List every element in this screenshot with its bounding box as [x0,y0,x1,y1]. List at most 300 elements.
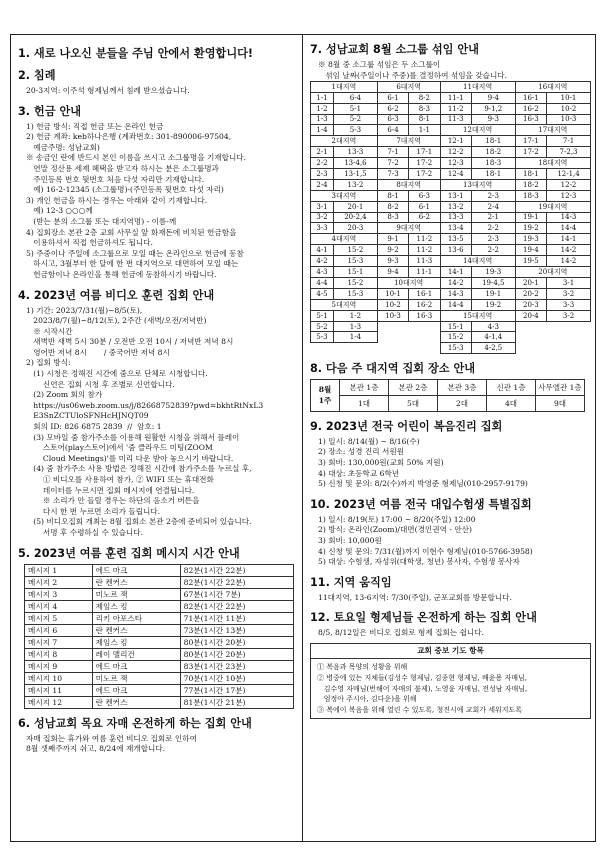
table-row [25,624,294,636]
table-cell: 3-3 [547,299,591,310]
table-cell: 14-2 [440,278,471,289]
empty-cell [515,321,546,332]
section-4-title: 4. 2023년 여름 비디오 훈련 집회 안내 [18,288,215,302]
table-cell: 2-2 [311,157,334,168]
table-cell: 16-1 [515,93,546,104]
table-cell: 17-2 [515,147,546,158]
table-cell: 12-4 [440,168,471,179]
table-cell: 67분(1시간 7분) [180,588,293,600]
prayer-title: 교회 중보 기도 항목 [311,644,590,660]
empty-cell [377,332,408,343]
section-4-line: ※ 소리가 안 들릴 경우는 하단의 음소거 버튼을 [26,496,200,506]
table-row [25,684,294,696]
table-cell: 6-4 [377,125,408,136]
section-2-title: 2. 침례 [18,69,56,82]
table-cell: 8-1 [377,190,408,201]
table-row [25,576,294,588]
section-6-body [18,734,296,755]
table-cell: 4-3 [471,321,515,332]
section-3-line: 이용하셔서 직접 헌금하셔도 됩니다. [26,238,153,248]
table-row [311,278,591,289]
table-cell: 8-2 [377,201,408,212]
table-cell: 11-1 [409,267,440,278]
table-cell: 77분(1시간 17분) [180,684,293,696]
next-week-location-table [310,379,585,412]
section-3-line: 주민등록 번호 뒷번호 처음 다섯 자리만 기재합니다. [26,174,205,184]
table-cell: 5-1 [311,310,334,321]
table-cell: 2-3 [311,168,334,179]
table-cell: 메시지 12 [25,696,93,708]
right-column [303,35,595,841]
district-header: 2대지역 [311,136,378,147]
table-cell: 18-3 [471,157,515,168]
section-4-line: 데이터를 누르시면 집회 메시지에 연결됩니다. [26,485,195,495]
table-cell: 제임스 킹 [92,636,180,648]
section-6-line: 8월 셋째주까지 쉬고, 8/24에 재개합니다. [26,744,166,754]
section-7-title: 7. 성남교회 8월 소그룹 섞임 안내 [310,43,479,56]
section-7-notes [310,60,591,81]
table-row [311,245,591,256]
section-4-line: 2) 집회 방식: [26,358,71,368]
table-cell: 18-2 [515,179,546,190]
table-cell: 9-1 [377,234,408,245]
table-cell: 20-2,4 [334,212,378,223]
section-9-title: 9. 2023년 전국 어린이 복음진리 집회 [310,419,503,433]
table-cell: 7-1 [377,147,408,158]
empty-cell [547,343,591,354]
table-cell: 9-4 [471,93,515,104]
table-cell: 2-2 [471,245,515,256]
table-cell: 18-2 [471,147,515,158]
section-4-line: 스토어(play스토어)에서 '줌 클라우드 미팅(ZOOM [26,443,213,453]
table-row [311,332,591,343]
section-4-line: (3) 모바일 줌 참가주소를 이용해 원활한 시청을 위해서 플레이 [26,432,240,442]
table-cell: 14-4 [547,223,591,234]
table-cell: 3-2 [547,289,591,300]
section-3-line: 1) 헌금 방식: 직접 헌금 또는 온라인 헌금 [26,121,164,131]
section-9-line: 4) 대상: 초등학교 6학년 [318,468,400,478]
table-cell: 2-4 [471,201,515,212]
table-cell: 8-1 [409,114,440,125]
section-3-line: 예금주명: 성남교회) [26,142,100,152]
table-cell: 1-2 [334,310,378,321]
table-cell: 17-2 [409,157,440,168]
district-header: 4대지역 [311,234,378,245]
section-4-line: (1) 시청은 정해진 시간에 줌으로 단체로 시청합니다. [26,369,208,379]
table-cell: 82분(1시간 22분) [180,600,293,612]
table-cell: 73분(1시간 13분) [180,624,293,636]
table-cell: 메시지 6 [25,624,93,636]
section-11-line: 11대지역, 13-6지역: 7/30(주일), 군포교회를 방문합니다. [318,592,512,602]
section-3-line: 연말 정산용 세제 혜택을 받고자 하시는 분은 소그룹명과 [26,163,219,173]
table-cell: 1-4 [334,332,378,343]
section-10-line: 2) 방식: 온라인(Zoom)/대면(경인권역 - 안산) [318,525,472,535]
table-row [25,612,294,624]
empty-cell [311,343,334,354]
table-cell: 13-2 [334,179,378,190]
table-cell: 20-1 [334,201,378,212]
table-cell: 18-1 [471,168,515,179]
table-cell: 3-2 [311,212,334,223]
section-9-body [310,437,591,490]
table-cell: 메시지 8 [25,648,93,660]
table-cell: 5-3 [311,332,334,343]
prayer-item: 엄정아 주시아, 김다운)을 위해 [317,695,417,704]
section-3-line: 예) 16-2-12345 (소그룹명)-(주민등록 뒷번호 다섯 자리) [26,185,224,195]
table-cell: 70분(1시간 10분) [180,672,293,684]
district-header: 11대지역 [440,82,515,93]
table-cell: 12-1 [440,136,471,147]
table-cell: 메시지 10 [25,672,93,684]
section-1-title: 1. 새로 나오신 분들을 주님 안에서 환영합니다! [18,47,254,60]
district-header: 15대지역 [440,310,515,321]
district-header: 18대지역 [515,157,590,168]
table-cell: 10-2 [377,299,408,310]
table-cell: 메시지 1 [25,564,93,576]
section-4-line: 1) 기간: 2023/7/31(월)~8/5(토), [26,305,143,315]
table-row [311,103,591,114]
table-cell: 71분(1시간 11분) [180,612,293,624]
table-cell: 6-2 [409,212,440,223]
table-cell: 19-3 [515,234,546,245]
section-4-line: 영어반 저녁 8시 / 중국어반 저녁 8시 [26,347,170,357]
table-row [311,343,591,354]
district-header: 16대지역 [515,82,590,93]
table-cell: 12-3 [440,157,471,168]
section-9-line: 5) 신청 및 문의: 8/2(수)까지 박영준 형제님(010-2957-9179) [318,479,528,489]
table-row [25,588,294,600]
month-week-cell [311,379,340,411]
table-row [311,395,585,411]
district-cell: 1대 [340,395,389,411]
district-header: 8대지역 [377,179,440,190]
table-cell: 7-3 [377,168,408,179]
table-cell: 18-3 [515,190,546,201]
left-column [11,35,303,841]
table-cell: 20-3 [334,223,378,234]
district-cell: 2대 [438,395,487,411]
table-cell: 15-3 [334,256,378,267]
district-header: 12대지역 [440,125,515,136]
table-cell: 1-1 [311,93,334,104]
table-cell: 6-4 [334,93,378,104]
district-header: 1대지역 [311,82,378,93]
table-row [311,93,591,104]
table-row [311,190,591,201]
table-cell: 11-3 [440,114,471,125]
section-10-line: 1) 일시: 8/19(토) 17:00 ~ 8/20(주일) 12:00 [318,514,476,524]
table-cell: 15-2 [334,278,378,289]
prayer-box [310,643,591,720]
table-cell: 9-3 [471,114,515,125]
table-cell: 19-2 [471,299,515,310]
table-row [311,125,591,136]
table-cell: 82분(1시간 22분) [180,564,293,576]
section-10-line: 4) 신청 및 문의: 7/31(월)까지 이현수 형제님(010-5766-3958) [318,546,533,556]
table-cell: 15-3 [440,343,471,354]
bulletin-page [10,34,596,842]
table-cell: 16-1 [409,289,440,300]
table-row [311,201,591,212]
table-row [25,600,294,612]
section-2-body [18,86,296,97]
table-cell: 4-1,4 [471,332,515,343]
table-cell: 미노르 잭 [92,588,180,600]
table-cell: 14-1 [440,267,471,278]
month-label: 8월 [318,385,332,395]
table-cell: 9-1,2 [471,103,515,114]
table-cell: 메시지 2 [25,576,93,588]
table-cell: 4-2 [311,256,334,267]
table-row [311,321,591,332]
section-9-line: 1) 일시: 8/14(월) ~ 8/16(수) [318,436,420,446]
table-row [311,157,591,168]
table-cell: 7-1 [547,136,591,147]
table-cell: 7-2,3 [547,147,591,158]
district-header: 17대지역 [515,125,590,136]
table-cell: 18-1 [471,136,515,147]
table-cell: 19-2 [515,223,546,234]
table-cell: 11-2 [440,103,471,114]
table-cell: 4-2,5 [471,343,515,354]
table-cell: 5-2 [311,321,334,332]
table-cell: 2-1 [471,212,515,223]
table-row [311,379,585,395]
section-3-line: 5) 주중이나 주일에 소그룹으로 모일 때는 온라인으로 헌금에 동참 [26,248,244,258]
table-cell: 9-4 [377,267,408,278]
empty-cell [515,332,546,343]
table-cell: 19-3 [471,267,515,278]
table-cell: 13-4 [440,223,471,234]
table-cell: 13-2 [440,201,471,212]
table-cell: 5-3 [334,125,378,136]
district-cell: 4대 [487,395,536,411]
table-cell: 에드 마크 [92,564,180,576]
section-3-title: 3. 헌금 안내 [18,104,82,118]
table-cell: 11-1 [440,93,471,104]
table-cell: 4-3 [311,267,334,278]
table-row [311,310,591,321]
table-cell: 레이 멜리건 [92,648,180,660]
table-cell: 2-2 [471,223,515,234]
table-cell: 란 켄커스 [92,696,180,708]
table-cell: 17-1 [409,147,440,158]
table-cell: 1-3 [334,321,378,332]
table-row [311,212,591,223]
empty-cell [377,321,408,332]
district-cell: 9대 [536,395,585,411]
table-cell: 17-1 [515,136,546,147]
table-cell: 3-1 [547,278,591,289]
section-10-body [310,515,591,568]
table-cell: 14-1 [547,234,591,245]
district-header: 6대지역 [377,82,440,93]
table-cell: 13-1 [440,190,471,201]
table-cell: 에드 마크 [92,684,180,696]
section-4-line: 서명 후 수령하실 수 있습니다. [26,527,144,537]
table-cell: 81분(1시간 21분) [180,696,293,708]
district-mixing-table [310,81,591,354]
district-header: 14대지역 [440,256,515,267]
district-cell: 5대 [389,395,438,411]
table-cell: 12-3 [547,190,591,201]
section-2-line: 20-3지역: 이주석 형제님께서 침례 받으셨습니다. [26,86,190,95]
table-row [25,660,294,672]
table-cell: 19-1 [471,289,515,300]
table-cell: 리키 아포스타 [92,612,180,624]
table-cell: 11-2 [409,245,440,256]
table-cell: 14-3 [440,289,471,300]
table-cell: 8-3 [409,103,440,114]
table-cell: 미노르 잭 [92,672,180,684]
table-cell: 8-3 [377,212,408,223]
table-row [311,267,591,278]
section-4-line: (2) Zoom 회의 참가 [26,390,103,400]
table-cell: 5-1 [334,103,378,114]
table-cell: 1-2 [311,103,334,114]
table-cell: 13-4,6 [334,157,378,168]
table-cell: 메시지 9 [25,660,93,672]
table-row [25,672,294,684]
table-cell: 13-3 [334,147,378,158]
table-cell: 제임스 킹 [92,600,180,612]
section-6-title: 6. 성남교회 목요 자매 온전하게 하는 집회 안내 [18,716,252,730]
section-10-line: 3) 회비: 10,000원 [318,535,382,545]
section-5-title: 5. 2023년 여름 훈련 집회 메시지 시간 안내 [18,546,240,560]
place-cell: 본관 1층 [340,379,389,395]
section-4-line: 2023/8/7(월)~8/12(토), 2주간 (새벽/오전/저녁반) [26,316,207,326]
district-header: 10대지역 [377,278,440,289]
table-row [311,168,591,179]
table-row [311,223,591,234]
table-row [311,234,591,245]
table-row [311,289,591,300]
table-row [311,136,591,147]
table-cell: 16-3 [515,114,546,125]
table-cell: 메시지 7 [25,636,93,648]
section-3-line: 하시고, 3월부터 한 달에 한 번 대지역으로 대면하여 모일 때는 [26,259,239,269]
section-11-title: 11. 지역 움직임 [310,575,392,589]
table-cell: 6-3 [377,114,408,125]
section-10-title: 10. 2023년 여름 전국 대입수험생 특별집회 [310,497,532,511]
table-cell: 메시지 5 [25,612,93,624]
table-cell: 17-2 [409,168,440,179]
table-row [311,147,591,158]
section-11-body [310,593,591,604]
section-12-title: 12. 토요일 형제님들 온전하게 하는 집회 안내 [310,611,537,625]
place-cell: 본관 3층 [438,379,487,395]
table-cell: 15-2 [440,332,471,343]
table-row [25,636,294,648]
table-cell: 19-4 [515,245,546,256]
section-3-line: ※ 송금인 란에 반드시 본인 이름을 쓰시고 소그룹명을 기재합니다. [26,153,247,163]
place-cell: 신관 1층 [487,379,536,395]
table-cell: 5-2 [334,114,378,125]
section-4-line: ① 비디오를 사용하여 참가, ② WIFI 또는 휴대전화 [26,475,214,484]
table-cell: 15-2 [334,245,378,256]
prayer-item: ① 복음과 목양의 성황을 위해 [317,663,408,672]
table-cell: 2-3 [471,190,515,201]
table-cell: 1-1 [409,125,440,136]
section-3-line: (받는 분의 소그룹 또는 대지역명) - 이름-께 [26,216,177,226]
week-label: 1주 [318,396,332,406]
empty-cell [409,332,440,343]
table-cell: 4-4 [311,278,334,289]
section-4-line: ※ 시작시간 [26,326,73,336]
table-cell: 란 켄커스 [92,576,180,588]
table-cell: 메시지 3 [25,588,93,600]
table-cell: 14-3 [547,212,591,223]
table-cell: 15-3 [334,289,378,300]
table-cell: 9-2 [377,245,408,256]
table-cell: 13-5 [440,234,471,245]
table-cell: 16-2 [409,299,440,310]
section-3-line: 예) 12-3 ○○○께 [26,206,93,216]
section-3-body [18,122,296,281]
section-4-body [18,306,296,539]
table-cell: 15-1 [440,321,471,332]
section-3-line: 4) 집회장소 본관 2층 교회 사무실 앞 화재돈에 비치된 헌금함을 [26,227,237,237]
table-cell: 1-3 [311,114,334,125]
section-7-note: ※ 8월 중 소그룹 섞임은 두 소그룹이 [318,60,441,69]
empty-cell [409,321,440,332]
table-row [311,256,591,267]
table-cell: 10-1 [377,289,408,300]
section-4-line: 회의 ID: 826 6875 2839 // 암호: 1 [26,422,162,432]
table-cell: 4-1 [311,245,334,256]
table-cell: 2-1 [311,147,334,158]
table-row [311,82,591,93]
empty-cell [547,332,591,343]
section-4-line: Cloud Meetings)'를 미리 다운 받아 놓으시기 바랍니다. [26,453,234,463]
district-header: 5대지역 [311,299,378,310]
table-cell: 80분(1시간 20분) [180,636,293,648]
table-cell: 13-3 [440,212,471,223]
empty-cell [515,343,546,354]
section-4-line: 다시 한 번 누르면 소리가 들립니다. [26,506,161,516]
table-cell: 10-3 [377,310,408,321]
section-12-line: 8/5, 8/12일은 비디오 집회로 형제 집회는 쉽니다. [318,628,484,638]
table-cell: 12-2 [547,179,591,190]
section-4-line: E3SnZCTUloSFNHcHJNQT09 [26,411,149,421]
table-cell: 10-3 [547,114,591,125]
table-row [311,114,591,125]
table-cell: 6-3 [409,190,440,201]
table-cell: 3-2 [547,310,591,321]
table-cell: 11-2 [409,234,440,245]
table-cell: 2-4 [311,179,334,190]
table-cell: 19-1 [515,212,546,223]
district-header: 13대지역 [440,179,515,190]
table-cell: 3-3 [311,223,334,234]
section-3-line: 헌금함이나 온라인을 통해 헌금에 동참하시기 바랍니다. [26,269,217,279]
section-8-title: 8. 다음 주 대지역 집회 장소 안내 [310,361,476,375]
table-cell: 83분(1시간 23분) [180,660,293,672]
section-4-line: (4) 줌 참가주소 사용 방법은 정해진 시간에 참가주소를 누르실 후, [26,464,252,474]
table-cell: 3-1 [311,201,334,212]
table-cell: 2-3 [471,234,515,245]
prayer-item: ③ 복에이 복음을 위해 열린 수 있도록, 청진시에 교회가 세워지도록 [317,705,523,714]
district-header: 19대지역 [515,201,590,212]
section-9-line: 2) 장소: 성경 진리 서원원 [318,447,405,457]
section-4-line: 새벽반 새벽 5시 30분 / 오전반 오전 10시 / 저녁반 저녁 8시 [26,337,234,347]
table-cell: 11-3 [409,256,440,267]
table-cell: 82분(1시간 22분) [180,576,293,588]
table-row [25,648,294,660]
empty-cell [547,321,591,332]
table-row [311,179,591,190]
table-cell: 6-1 [377,93,408,104]
